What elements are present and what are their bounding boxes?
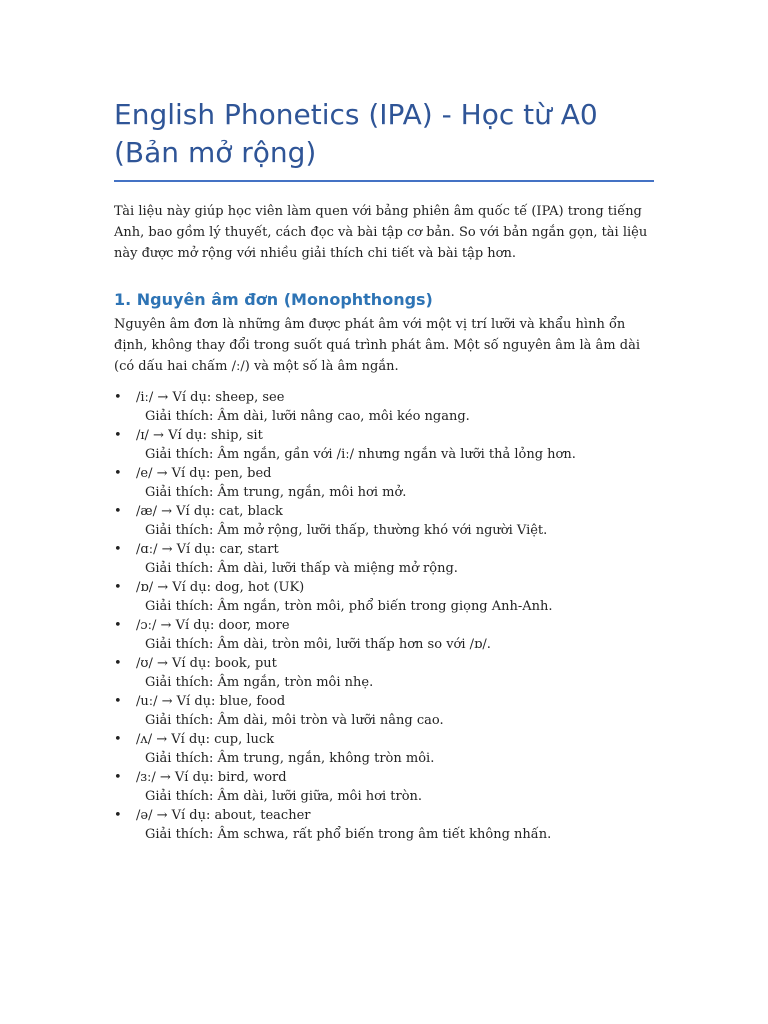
bullet: •: [114, 466, 122, 481]
vowel-explanation: Giải thích: Âm dài, lưỡi thấp và miệng mở rộng.: [145, 561, 458, 576]
bullet: •: [114, 656, 122, 671]
vowel-explanation: Giải thích: Âm ngắn, tròn môi nhẹ.: [145, 675, 374, 690]
vowel-example: /ɔː/ → Ví dụ: door, more: [136, 618, 290, 633]
document-title: English Phonetics (IPA) - Học từ A0 (Bản mở rộng): [114, 96, 654, 182]
vowel-explanation: Giải thích: Âm ngắn, gần với /iː/ nhưng ngắn và lưỡi thả lỏng hơn.: [145, 447, 576, 462]
list-item: [114, 692, 654, 730]
bullet: •: [114, 542, 122, 557]
list-item: [114, 654, 654, 692]
bullet: •: [114, 504, 122, 519]
list-item: [114, 806, 654, 844]
list-item: [114, 616, 654, 654]
document-page: [114, 96, 654, 844]
bullet: •: [114, 808, 122, 823]
vowel-example: /ɑː/ → Ví dụ: car, start: [136, 542, 279, 557]
vowel-explanation: Giải thích: Âm dài, lưỡi giữa, môi hơi tròn.: [145, 789, 423, 804]
bullet: •: [114, 770, 122, 785]
vowel-explanation: Giải thích: Âm mở rộng, lưỡi thấp, thường khó với người Việt.: [145, 523, 548, 538]
vowel-explanation: Giải thích: Âm schwa, rất phổ biến trong âm tiết không nhấn.: [145, 827, 552, 842]
list-item: [114, 502, 654, 540]
vowel-explanation: Giải thích: Âm dài, lưỡi nâng cao, môi kéo ngang.: [145, 409, 470, 424]
section-description: Nguyên âm đơn là những âm được phát âm với một vị trí lưỡi và khẩu hình ổn định, không thay đổi trong suốt quá trình phát âm. Một số nguyên âm là âm dài (có dấu hai chấm /ː/) và một số là âm ngắn.: [114, 317, 640, 374]
section-heading-monophthongs: 1. Nguyên âm đơn (Monophthongs): [114, 290, 433, 309]
list-item: [114, 540, 654, 578]
vowel-explanation: Giải thích: Âm trung, ngắn, môi hơi mở.: [145, 485, 407, 500]
bullet: •: [114, 732, 122, 747]
vowel-list: [114, 388, 654, 844]
vowel-example: /ɜː/ → Ví dụ: bird, word: [136, 770, 287, 785]
bullet: •: [114, 390, 122, 405]
vowel-example: /ʌ/ → Ví dụ: cup, luck: [136, 732, 275, 747]
vowel-example: /æ/ → Ví dụ: cat, black: [136, 504, 283, 519]
vowel-explanation: Giải thích: Âm dài, môi tròn và lưỡi nâng cao.: [145, 713, 444, 728]
list-item: [114, 730, 654, 768]
vowel-explanation: Giải thích: Âm dài, tròn môi, lưỡi thấp hơn so với /ɒ/.: [145, 637, 491, 652]
vowel-example: /ɪ/ → Ví dụ: ship, sit: [136, 428, 263, 443]
list-item: [114, 578, 654, 616]
list-item: [114, 426, 654, 464]
vowel-example: /uː/ → Ví dụ: blue, food: [136, 694, 286, 709]
vowel-example: /ɒ/ → Ví dụ: dog, hot (UK): [136, 580, 305, 595]
vowel-explanation: Giải thích: Âm trung, ngắn, không tròn môi.: [145, 751, 435, 766]
intro-paragraph: Tài liệu này giúp học viên làm quen với bảng phiên âm quốc tế (IPA) trong tiếng Anh, bao gồm lý thuyết, cách đọc và bài tập cơ bản. So với bản ngắn gọn, tài liệu này được mở rộng với nhiều giải thích chi tiết và bài tập hơn.: [114, 204, 648, 261]
bullet: •: [114, 428, 122, 443]
bullet: •: [114, 694, 122, 709]
bullet: •: [114, 580, 122, 595]
list-item: [114, 464, 654, 502]
vowel-example: /ə/ → Ví dụ: about, teacher: [136, 808, 311, 823]
list-item: [114, 768, 654, 806]
vowel-explanation: Giải thích: Âm ngắn, tròn môi, phổ biến trong giọng Anh-Anh.: [145, 599, 553, 614]
vowel-example: /iː/ → Ví dụ: sheep, see: [136, 390, 285, 405]
list-item: [114, 388, 654, 426]
vowel-example: /ʊ/ → Ví dụ: book, put: [136, 656, 277, 671]
vowel-example: /e/ → Ví dụ: pen, bed: [136, 466, 272, 481]
bullet: •: [114, 618, 122, 633]
